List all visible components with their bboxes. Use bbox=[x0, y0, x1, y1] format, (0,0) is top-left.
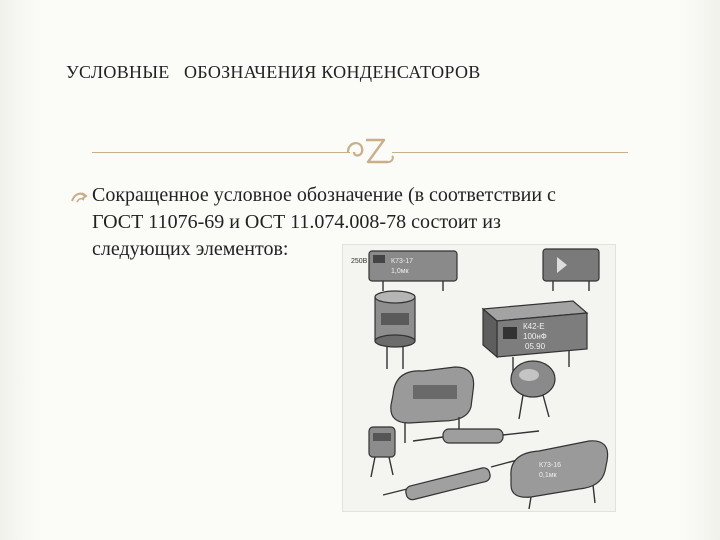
capacitors-photo bbox=[342, 244, 616, 512]
curved-arrow-bullet-icon bbox=[70, 190, 90, 204]
divider-right bbox=[392, 152, 628, 153]
capacitor-label: 1,0мк bbox=[391, 268, 409, 275]
bullet-line-3: следующих элементов: bbox=[92, 238, 289, 260]
bullet-line-1: Сокращенное условное обозначение (в соответствии с bbox=[92, 184, 556, 206]
capacitor-label: К73-16 bbox=[539, 462, 561, 469]
slide-title: УСЛОВНЫЕ ОБОЗНАЧЕНИЯ КОНДЕНСАТОРОВ bbox=[66, 62, 481, 82]
scroll-flourish-icon bbox=[344, 134, 396, 168]
capacitor-label: 0,1мк bbox=[539, 472, 557, 479]
capacitor-label: К73-17 bbox=[391, 258, 413, 265]
capacitor-label: 05.90 bbox=[525, 342, 546, 351]
bullet-line-2: ГОСТ 11076-69 и ОСТ 11.074.008-78 состоит из bbox=[92, 211, 501, 233]
capacitor-label: 100нФ bbox=[523, 332, 547, 341]
divider-left bbox=[92, 152, 350, 153]
capacitor-label: К42-Е bbox=[523, 322, 545, 331]
capacitor-label: 250В bbox=[351, 258, 368, 265]
